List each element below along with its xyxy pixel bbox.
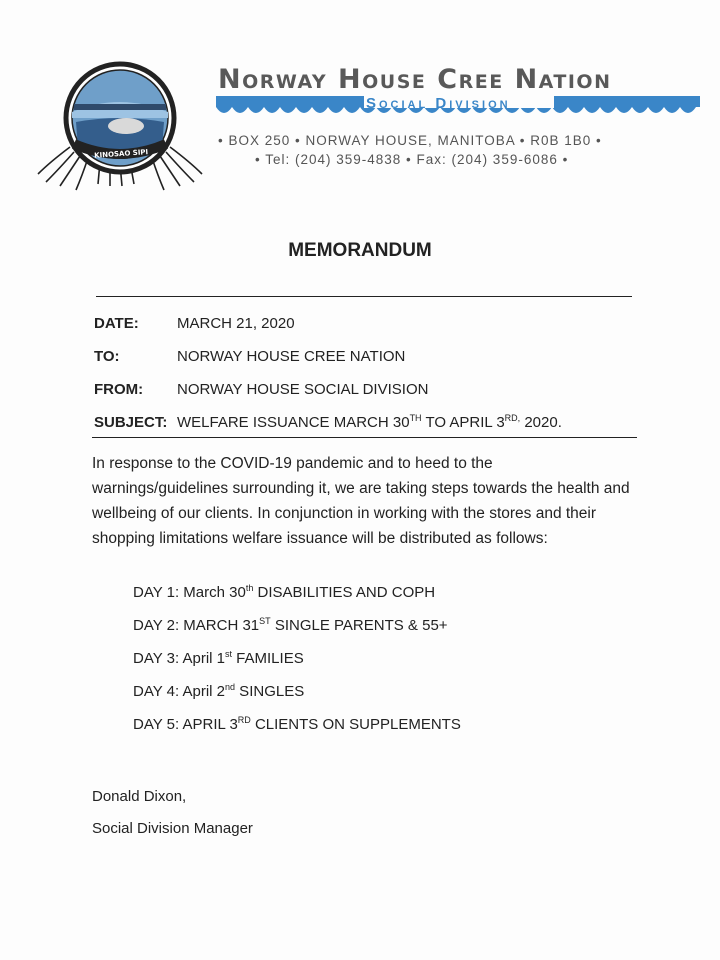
date-value: MARCH 21, 2020 <box>177 315 295 332</box>
memo-title: MEMORANDUM <box>288 240 432 261</box>
subject-label: SUBJECT: <box>94 414 168 431</box>
nation-logo <box>30 52 210 192</box>
signature-title: Social Division Manager <box>92 820 253 837</box>
date-label: DATE: <box>94 315 139 332</box>
contact-phone-fax: • Tel: (204) 359-4838 • Fax: (204) 359-6086 • <box>255 152 569 167</box>
from-label: FROM: <box>94 381 144 398</box>
contact-address: • BOX 250 • NORWAY HOUSE, MANITOBA • R0B 1B0 • <box>218 133 602 148</box>
schedule-day-5: DAY 5: APRIL 3RD CLIENTS ON SUPPLEMENTS <box>133 715 461 733</box>
schedule-day-1: DAY 1: March 30th DISABILITIES AND COPH <box>133 583 436 601</box>
to-value: NORWAY HOUSE CREE NATION <box>177 348 406 365</box>
memo-body: In response to the COVID-19 pandemic and to heed to the warnings/guidelines surrounding it, we are taking steps towards the health and wellbeing of our clients. In conjunction in working with the stores and their shopping limitations welfare issuance will be distributed as follows: <box>92 455 630 547</box>
logo-ring-text: KINOSAO SIPI <box>93 148 149 160</box>
schedule-day-2: DAY 2: MARCH 31ST SINGLE PARENTS & 55+ <box>133 616 448 634</box>
from-value: NORWAY HOUSE SOCIAL DIVISION <box>177 381 429 398</box>
org-name: Norway House Cree Nation <box>218 64 612 95</box>
divider-bottom <box>92 437 637 438</box>
divider-top <box>96 296 632 297</box>
subject-value: WELFARE ISSUANCE MARCH 30TH TO APRIL $3^{RD,}$ 2020. <box>177 413 562 431</box>
to-label: TO: <box>94 348 120 365</box>
schedule-day-4: DAY 4: April 2nd SINGLES <box>133 682 305 700</box>
division-name: Social Division <box>366 95 511 112</box>
signature-name: Donald Dixon, <box>92 788 187 805</box>
schedule-day-3: DAY 3: April 1st FAMILIES <box>133 649 304 667</box>
